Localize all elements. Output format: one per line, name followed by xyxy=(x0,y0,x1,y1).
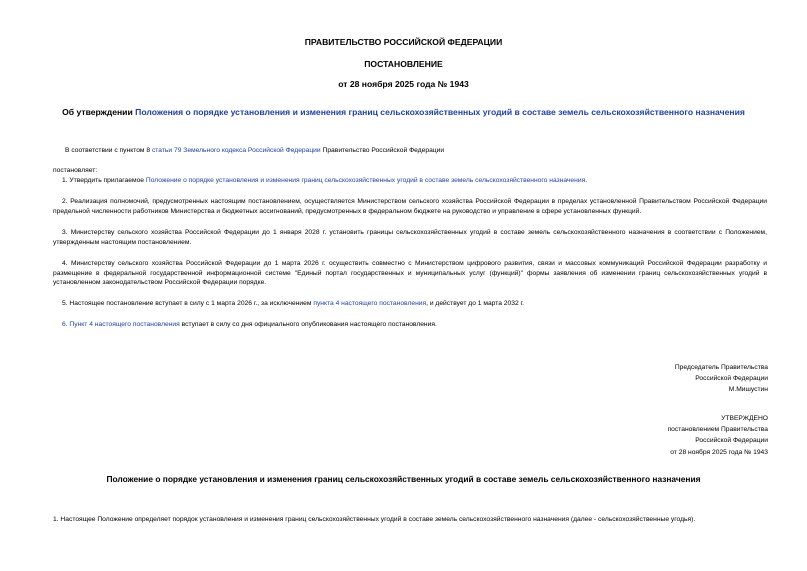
approved-line-4: от 28 ноября 2025 года № 1943 xyxy=(670,448,768,456)
item-2: 2. Реализация полномочий, предусмотренных настоящим постановлением, осуществляется Министерством сельского хозяйства Российской Федерации в пределах установленной Правительством Российской Федерации предельной численности работников Министерства и бюджетных ассигнований, предусмотренных в федеральном бюджете на руководство и управление в сфере установленных функций. xyxy=(53,198,767,215)
date-number-heading: от 28 ноября 2025 года № 1943 xyxy=(338,79,469,89)
approved-line-2: постановлением Правительства xyxy=(667,426,768,434)
item-4: 4. Министерству сельского хозяйства Российской Федерации до 1 марта 2026 г. осуществить совместно с Министерством цифрового развития, связи и массовых коммуникаций Российской Федерации разработку и размещение в федеральной государственной информационной системе "Единый портал государственных и муниципальных услуг (функций)" формы заявления об изменении границ сельскохозяйственных угодий в установленном законодательством Российской Федерации порядке. xyxy=(53,260,767,287)
item-5-link[interactable]: пункта 4 настоящего постановления xyxy=(313,300,427,307)
preamble-link[interactable]: статьи 79 Земельного кодекса Российской Федерации xyxy=(151,147,321,154)
item-5-end: , и действует до 1 марта 2032 г. xyxy=(426,300,525,307)
doc-type-heading: ПОСТАНОВЛЕНИЕ xyxy=(364,59,443,69)
item-1-end: . xyxy=(585,177,588,184)
preamble-text-end: Правительство Российской Федерации xyxy=(322,147,445,154)
item-6 xyxy=(62,321,437,328)
item-6-link[interactable]: 6. Пункт 4 настоящего постановления xyxy=(62,321,180,328)
regulation-paragraph-1: 1. Настоящее Положение определяет порядок установления и изменения границ сельскохозяйственных угодий в составе земель сельскохозяйственного назначения (далее - сельскохозяйственные угодья). xyxy=(53,516,696,523)
signature-line-1: Председатель Правительства xyxy=(674,364,768,371)
item-5-text: 5. Настоящее постановление вступает в силу с 1 марта 2026 г., за исключением xyxy=(62,300,312,307)
preamble-text: В соответствии с пунктом 8 xyxy=(65,147,151,154)
item-5 xyxy=(62,300,524,307)
preamble xyxy=(65,147,444,154)
item-1-link[interactable]: Положение о порядке установления и изменения границ сельскохозяйственных угодий в составе земель сельскохозяйственного назначения xyxy=(145,177,586,184)
item-1 xyxy=(62,177,587,184)
title-prefix: Об утверждении xyxy=(62,107,133,117)
org-heading: ПРАВИТЕЛЬСТВО РОССИЙСКОЙ ФЕДЕРАЦИИ xyxy=(304,37,503,47)
approved-line-1: УТВЕРЖДЕНО xyxy=(721,415,768,422)
signature-line-3: М.Мишустин xyxy=(728,386,768,394)
item-1-text: 1. Утвердить прилагаемое xyxy=(62,177,145,184)
decree-word: постановляет: xyxy=(53,167,98,174)
approved-line-3: Российской Федерации xyxy=(695,437,768,445)
title-link[interactable]: Положения о порядке установления и изменения границ сельскохозяйственных угодий в составе земель сельскохозяйственного назначения xyxy=(135,107,745,117)
signature-line-2: Российской Федерации xyxy=(695,375,768,383)
approved-block xyxy=(668,413,768,458)
item-6-end: вступает в силу со дня официального опубликования настоящего постановления. xyxy=(181,321,437,328)
signature-block xyxy=(675,362,768,396)
item-3: 3. Министерству сельского хозяйства Российской Федерации до 1 января 2028 г. установить границы сельскохозяйственных угодий в составе земель сельскохозяйственного назначения в соответствии с Положением, утвержденным настоящим постановлением. xyxy=(53,229,767,246)
document-title xyxy=(0,107,807,117)
regulation-title: Положение о порядке установления и изменения границ сельскохозяйственных угодий в составе земель сельскохозяйственного назначения xyxy=(106,474,701,484)
